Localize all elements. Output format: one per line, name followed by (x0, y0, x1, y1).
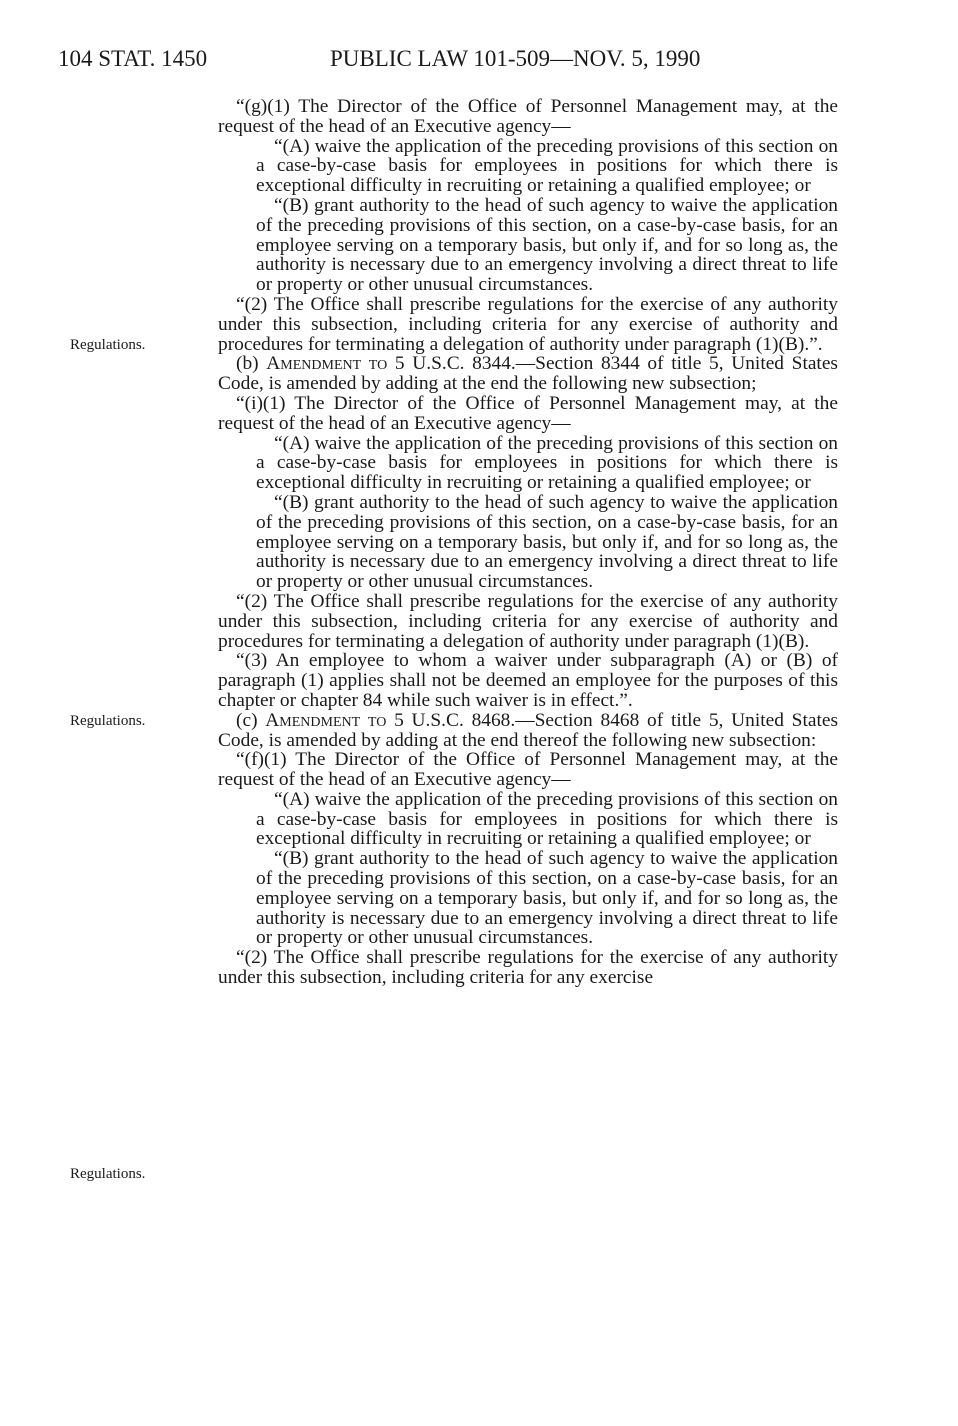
margin-note-regulations: Regulations. (70, 713, 146, 729)
page-header (0, 46, 958, 76)
subparagraph-b: “(B) grant authority to the head of such agency to waive the application of the preceding provisions of this section, on a case-by-case basis, for an employee serving on a temporary basis, but only if, and for so long as, the authority is necessary due to an emergency involving a direct threat to life or property or other unusual circumstances. (256, 194, 838, 296)
subsection-f-1: “(f)(1) The Director of the Office of Personnel Management may, at the request of the head of an Executive agency— (218, 749, 838, 791)
subparagraph-a: “(A) waive the application of the preceding provisions of this section on a case-by-case basis for employees in positions for which there is exceptional difficulty in recruiting or retaining a qualified employee; or (256, 432, 838, 494)
amendment-b: (b) Amendment to 5 U.S.C. 8344.—Section 8344 of title 5, United States Code, is amended by adding at the end the following new subsection; (218, 353, 838, 395)
amendment-c: (c) Amendment to 5 U.S.C. 8468.—Section 8468 of title 5, United States Code, is amended by adding at the end thereof the following new subsection: (218, 709, 838, 751)
subparagraph-a: “(A) waive the application of the preceding provisions of this section on a case-by-case basis for employees in positions for which there is exceptional difficulty in recruiting or retaining a qualified employee; or (256, 135, 838, 197)
body-text (218, 97, 838, 988)
paragraph-2: “(2) The Office shall prescribe regulations for the exercise of any authority under this subsection, including criteria for any exercise of authority and procedures for terminating a delegation of authority under paragraph (1)(B). (218, 590, 838, 652)
paragraph-2: “(2) The Office shall prescribe regulations for the exercise of any authority under this subsection, including criteria for any exercise of authority and procedures for terminating a delegation of authority under paragraph (1)(B).”. (218, 293, 838, 355)
subsection-i-1: “(i)(1) The Director of the Office of Personnel Management may, at the request of the head of an Executive agency— (218, 392, 838, 434)
subsection-g-1: “(g)(1) The Director of the Office of Personnel Management may, at the request of the head of an Executive agency— (218, 96, 838, 137)
public-law-title: PUBLIC LAW 101-509—NOV. 5, 1990 (330, 46, 701, 71)
margin-note-regulations: Regulations. (70, 337, 146, 353)
stat-citation: 104 STAT. 1450 (58, 46, 208, 71)
paragraph-2: “(2) The Office shall prescribe regulations for the exercise of any authority under this subsection, including criteria for any exercise (218, 947, 838, 989)
margin-note-regulations: Regulations. (70, 1166, 146, 1182)
paragraph-3: “(3) An employee to whom a waiver under subparagraph (A) or (B) of paragraph (1) applies shall not be deemed an employee for the purposes of this chapter or chapter 84 while such waiver is in effect.”. (218, 650, 838, 711)
subparagraph-b: “(B) grant authority to the head of such agency to waive the application of the preceding provisions of this section, on a case-by-case basis, for an employee serving on a temporary basis, but only if, and for so long as, the authority is necessary due to an emergency involving a direct threat to life or property or other unusual circumstances. (256, 848, 838, 949)
subparagraph-a: “(A) waive the application of the preceding provisions of this section on a case-by-case basis for employees in positions for which there is exceptional difficulty in recruiting or retaining a qualified employee; or (256, 788, 838, 850)
subparagraph-b: “(B) grant authority to the head of such agency to waive the application of the preceding provisions of this section, on a case-by-case basis, for an employee serving on a temporary basis, but only if, and for so long as, the authority is necessary due to an emergency involving a direct threat to life or property or other unusual circumstances. (256, 491, 838, 593)
